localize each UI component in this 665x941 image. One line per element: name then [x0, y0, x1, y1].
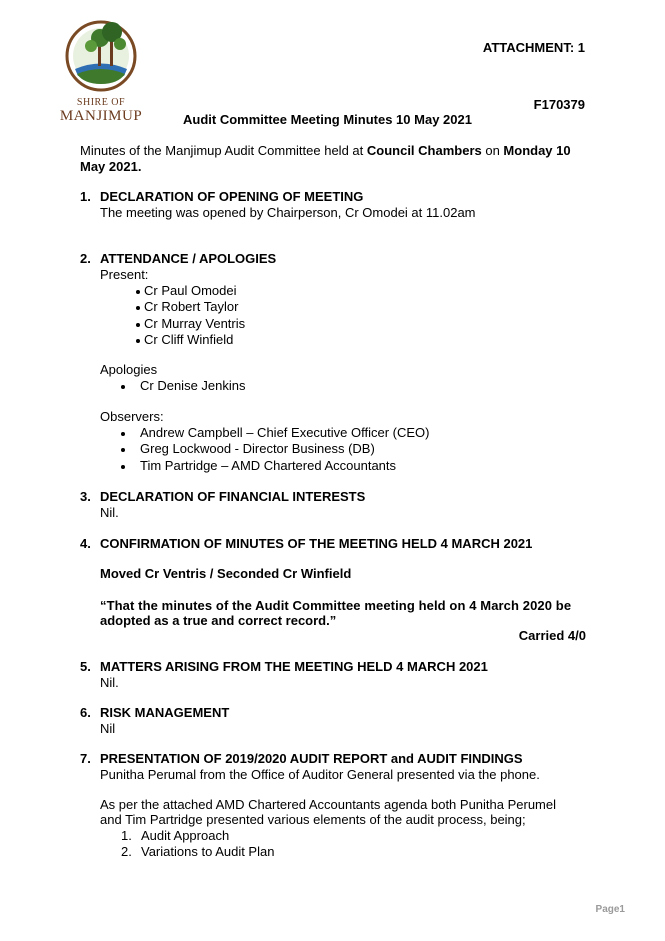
- section-text: The meeting was opened by Chairperson, Cr Omodei at 11.02am: [100, 205, 476, 220]
- moved-seconded: Moved Cr Ventris / Seconded Cr Winfield: [100, 566, 352, 581]
- section-heading: DECLARATION OF OPENING OF MEETING: [100, 189, 364, 204]
- bullet-icon: [136, 290, 140, 294]
- section-number: 3.: [80, 489, 91, 504]
- bullet-icon: [121, 448, 125, 452]
- section-number: 5.: [80, 659, 91, 674]
- section-heading: ATTENDANCE / APOLOGIES: [100, 251, 277, 266]
- intro-date: Monday 10: [503, 143, 571, 158]
- shire-logo: [58, 14, 144, 126]
- item-text: Audit Approach: [141, 828, 230, 843]
- carried-result: Carried 4/0: [518, 628, 586, 643]
- intro-text-on: on: [481, 143, 504, 158]
- bullet-icon: [136, 339, 140, 343]
- item-number: 1.: [121, 828, 132, 843]
- attendee-name: Cr Murray Ventris: [144, 316, 246, 331]
- observer-name: Andrew Campbell – Chief Executive Officer (CEO): [140, 425, 430, 440]
- observer-name: Greg Lockwood - Director Business (DB): [140, 441, 375, 456]
- apology-name: Cr Denise Jenkins: [140, 378, 246, 393]
- section-number: 6.: [80, 705, 91, 720]
- bullet-icon: [121, 432, 125, 436]
- motion-text: “That the minutes of the Audit Committee meeting held on 4 March 2020 be: [100, 598, 572, 613]
- section-heading: RISK MANAGEMENT: [100, 705, 230, 720]
- section-text: Punitha Perumal from the Office of Auditor General presented via the phone.: [100, 767, 540, 782]
- document-title: Audit Committee Meeting Minutes 10 May 2021: [183, 112, 472, 127]
- section-text: Nil.: [100, 675, 119, 690]
- motion-text-cont: adopted as a true and correct record.”: [100, 613, 337, 628]
- section-heading: PRESENTATION OF 2019/2020 AUDIT REPORT and AUDIT FINDINGS: [100, 751, 523, 766]
- attendee-name: Cr Paul Omodei: [144, 283, 237, 298]
- apologies-label: Apologies: [100, 362, 158, 377]
- section-heading: DECLARATION OF FINANCIAL INTERESTS: [100, 489, 366, 504]
- bullet-icon: [136, 323, 140, 327]
- file-reference: F170379: [533, 97, 585, 112]
- section-heading: CONFIRMATION OF MINUTES OF THE MEETING HELD 4 MARCH 2021: [100, 536, 533, 551]
- section-text: Nil.: [100, 505, 119, 520]
- logo-text-line1: SHIRE OF: [76, 97, 126, 108]
- section-paragraph: As per the attached AMD Chartered Accountants agenda both Punitha Perumel: [100, 797, 557, 812]
- item-text: Variations to Audit Plan: [141, 844, 275, 859]
- bullet-icon: [136, 306, 140, 310]
- section-text: Nil: [100, 721, 116, 736]
- intro-paragraph: [80, 143, 586, 175]
- logo-text-line2: MANJIMUP: [59, 108, 143, 124]
- list-item: [121, 844, 275, 860]
- intro-venue: Council Chambers: [366, 143, 482, 158]
- intro-text: Minutes of the Manjimup Audit Committee held at: [80, 143, 367, 158]
- list-item: [121, 828, 230, 844]
- section-number: 7.: [80, 751, 91, 766]
- attendee-name: Cr Robert Taylor: [144, 299, 239, 314]
- section-number: 1.: [80, 189, 91, 204]
- section-paragraph-cont: and Tim Partridge presented various elements of the audit process, being;: [100, 812, 526, 827]
- observers-label: Observers:: [100, 409, 164, 424]
- item-number: 2.: [121, 844, 132, 859]
- section-heading: MATTERS ARISING FROM THE MEETING HELD 4 MARCH 2021: [100, 659, 488, 674]
- attachment-label: ATTACHMENT: 1: [482, 40, 585, 55]
- section-number: 2.: [80, 251, 91, 266]
- attendee-name: Cr Cliff Winfield: [144, 332, 234, 347]
- page-number: Page1: [595, 904, 625, 915]
- bullet-icon: [121, 385, 125, 389]
- logo-emblem-icon: [58, 14, 144, 100]
- intro-date-cont: May 2021.: [80, 159, 142, 174]
- section-number: 4.: [80, 536, 91, 551]
- bullet-icon: [121, 465, 125, 469]
- observer-name: Tim Partridge – AMD Chartered Accountants: [140, 458, 397, 473]
- present-label: Present:: [100, 267, 149, 282]
